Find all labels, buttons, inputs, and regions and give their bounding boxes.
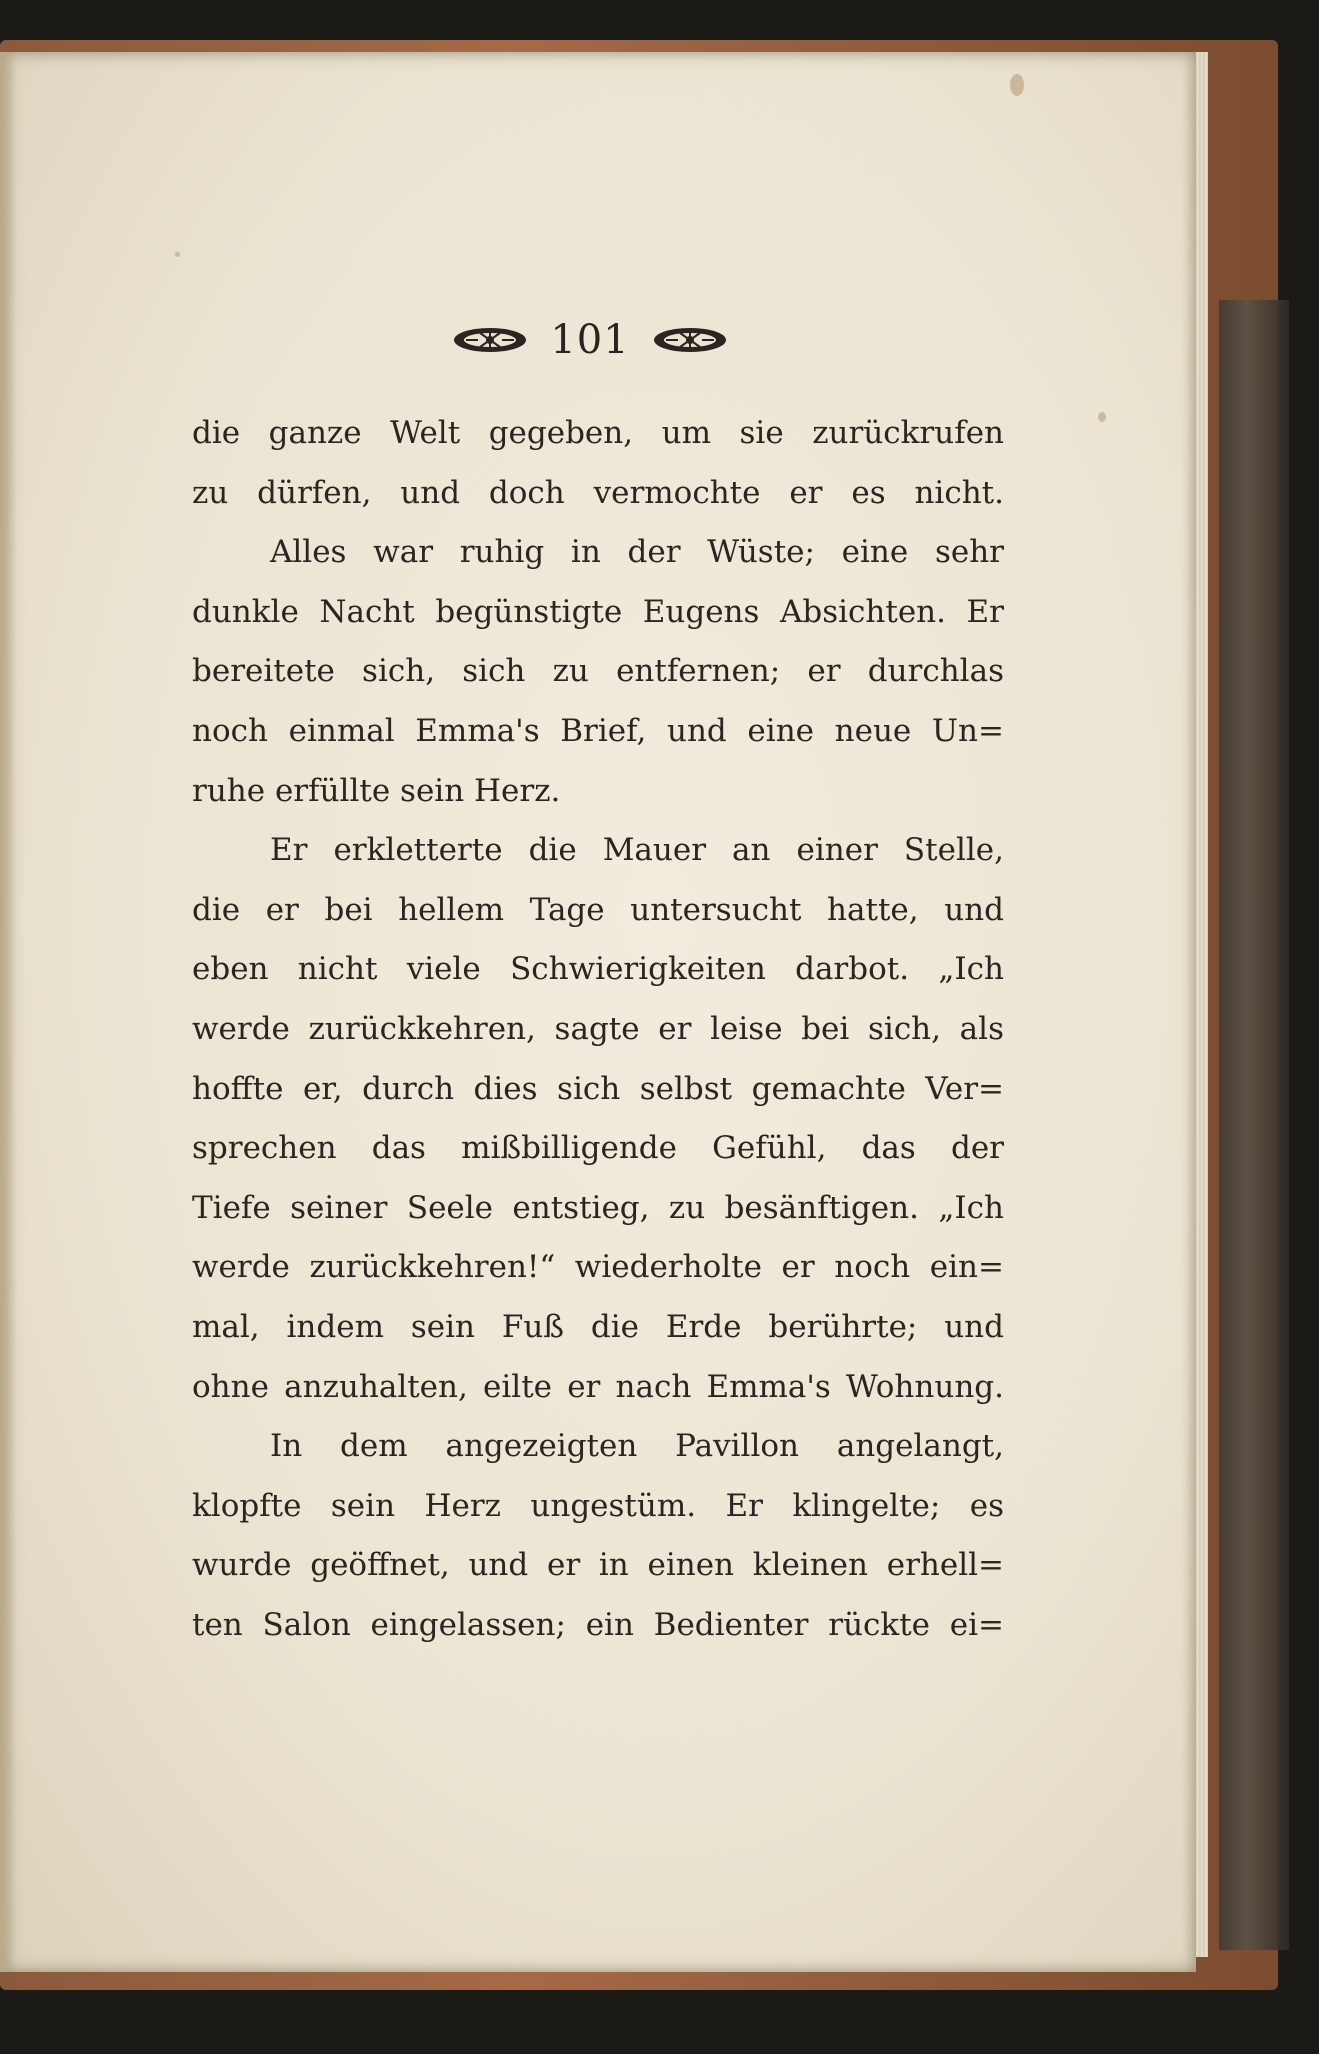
- text-line: zu dürfen, und doch vermochte er es nicht.: [192, 474, 1004, 511]
- text-line: sprechen das mißbilligende Gefühl, das der: [192, 1130, 1004, 1167]
- text-line: die ganze Welt gegeben, um sie zurückrufen: [192, 415, 1004, 451]
- foxing-stain: [1010, 74, 1024, 96]
- text-line: Alles war ruhig in der Wüste; eine sehr: [270, 534, 1004, 571]
- page-header: [440, 310, 740, 370]
- text-line: die er bei hellem Tage untersucht hatte, und: [192, 891, 1004, 928]
- page-sheet: [0, 52, 1196, 1972]
- text-line: werde zurückkehren!“ wiederholte er noch ein=: [192, 1249, 1004, 1286]
- right-ornament-icon: [652, 325, 728, 355]
- text-line: dunkle Nacht begünstigte Eugens Absichten. Er: [192, 593, 1004, 630]
- book-spine: [1219, 300, 1289, 1950]
- text-line: ohne anzuhalten, eilte er nach Emma's Wohnung.: [192, 1368, 1004, 1405]
- foxing-stain: [1098, 412, 1106, 422]
- text-line: wurde geöffnet, und er in einen kleinen erhell=: [192, 1547, 1004, 1584]
- foxing-stain: [175, 252, 180, 257]
- text-line: eben nicht viele Schwierigkeiten darbot. „Ich: [192, 951, 1004, 988]
- text-line: ruhe erfüllte sein Herz.: [192, 772, 561, 809]
- text-line: werde zurückkehren, sagte er leise bei sich, als: [192, 1010, 1004, 1047]
- page-gutter-shadow: [0, 52, 16, 1972]
- text-line: Tiefe seiner Seele entstieg, zu besänftigen. „Ich: [192, 1189, 1004, 1226]
- text-line: klopfte sein Herz ungestüm. Er klingelte; es: [192, 1487, 1004, 1524]
- page-number: 101: [550, 317, 630, 363]
- text-line: ten Salon eingelassen; ein Bedienter rückte ei=: [192, 1606, 1004, 1643]
- text-line: Er erkletterte die Mauer an einer Stelle,: [270, 832, 1004, 869]
- text-line: mal, indem sein Fuß die Erde berührte; und: [192, 1308, 1004, 1345]
- left-ornament-icon: [452, 325, 528, 355]
- text-line: hoffte er, durch dies sich selbst gemachte Ver=: [192, 1070, 1004, 1107]
- text-line: noch einmal Emma's Brief, und eine neue Un=: [192, 712, 1004, 749]
- text-line: bereitete sich, sich zu entfernen; er durchlas: [192, 653, 1004, 690]
- body-text: [192, 404, 1004, 1655]
- text-line: In dem angezeigten Pavillon angelangt,: [270, 1428, 1004, 1465]
